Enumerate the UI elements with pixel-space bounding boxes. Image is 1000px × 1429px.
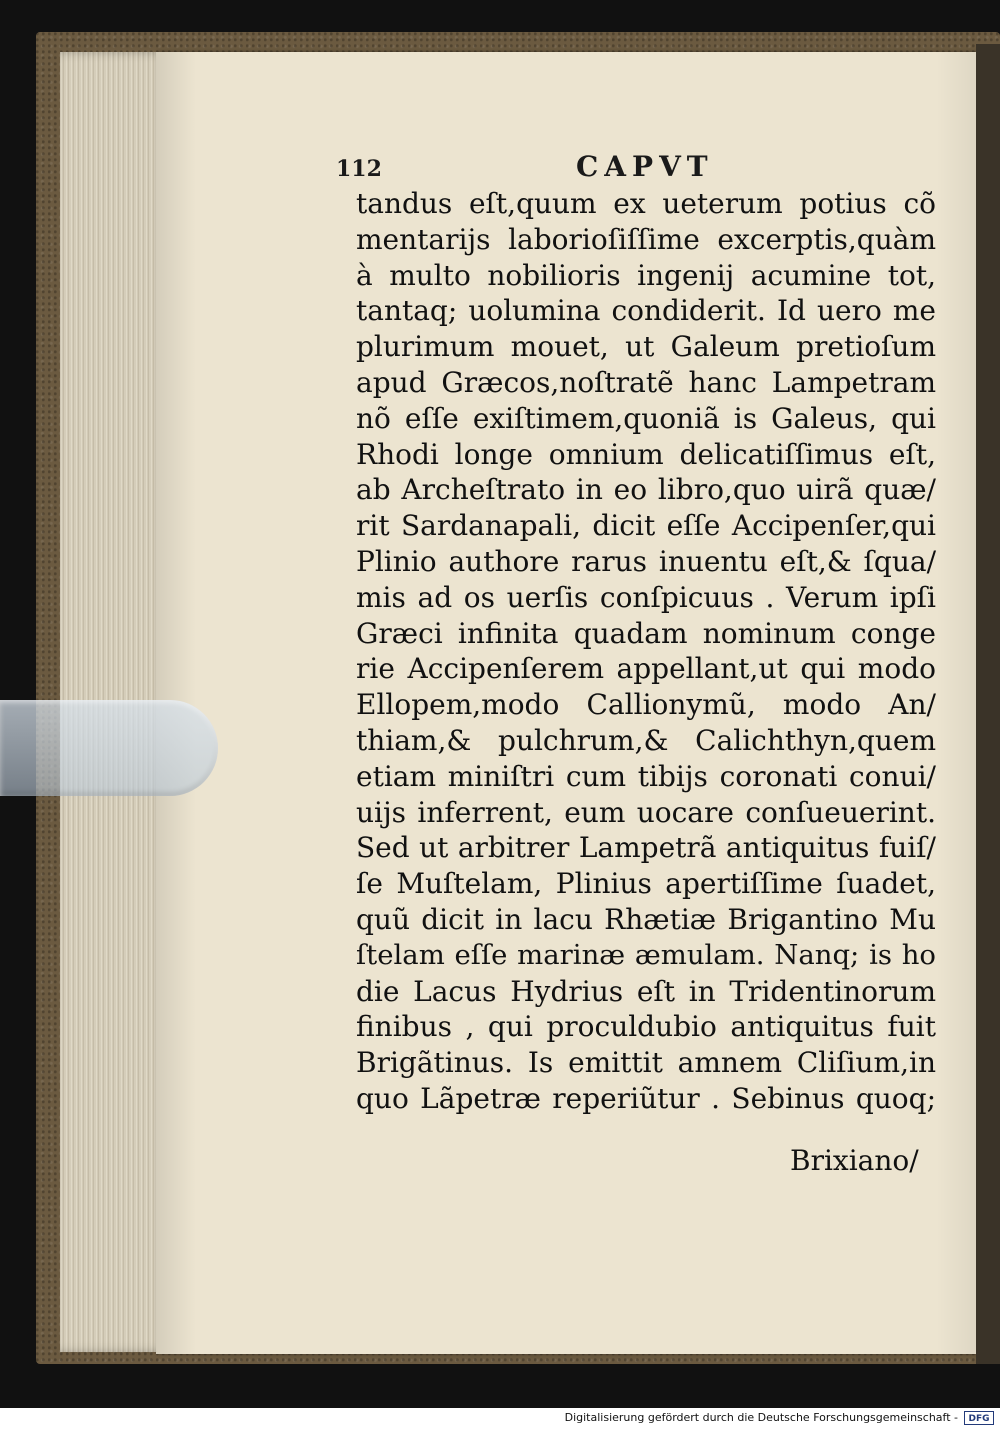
- book-binding-edge: [976, 44, 1000, 1364]
- text-line: mis ad os uerſis conſpicuus . Verum ipſi: [356, 580, 936, 614]
- text-line: ſtelam eſſe marinæ æmulam. Nanq; is ho: [356, 938, 936, 971]
- text-line: Brigãtinus. Is emittit amnem Cliſium,in: [356, 1046, 936, 1080]
- body-text: [356, 186, 936, 1117]
- text-line: die Lacus Hydrius eſt in Tridentinorum: [356, 974, 936, 1008]
- digitization-credit: Digitalisierung gefördert durch die Deutsche Forschungsgemeinschaft -: [564, 1411, 958, 1424]
- footer-strip: [0, 1408, 1000, 1429]
- text-line: plurimum mouet, ut Galeum pretioſum: [356, 330, 936, 364]
- text-line: rie Accipenſerem appellant,ut qui modo: [356, 652, 936, 686]
- text-line: nõ eſſe exiſtimem,quoniã is Galeus, qui: [356, 401, 936, 435]
- text-line: quũ dicit in lacu Rhætiæ Brigantino Mu: [356, 902, 936, 936]
- text-line: rit Sardanapali, dicit eſſe Accipenſer,qui: [356, 509, 936, 543]
- text-line: Græci infinita quadam nominum conge: [356, 616, 936, 650]
- text-line: apud Græcos,noſtratẽ hanc Lampetram: [356, 365, 936, 399]
- text-line: Sed ut arbitrer Lampetrã antiquitus fuiſ/: [356, 831, 936, 865]
- catchword: Brixiano/: [790, 1144, 919, 1177]
- page-clip: [0, 700, 218, 796]
- text-line: tantaq; uolumina condiderit. Id uero me: [356, 294, 936, 328]
- text-line: à multo nobilioris ingenij acumine tot,: [356, 258, 936, 292]
- text-line: etiam miniſtri cum tibijs coronati conui/: [356, 759, 936, 793]
- text-line: uijs inferrent, eum uocare conſueuerint.: [356, 795, 936, 829]
- page-number: 112: [336, 156, 382, 182]
- text-line: tandus eſt,quum ex ueterum potius cõ: [356, 187, 936, 220]
- text-line: Ellopem,modo Callionymũ, modo An/: [356, 688, 936, 722]
- running-title: CAPVT: [576, 150, 714, 183]
- text-line: thiam,& pulchrum,& Calichthyn,quem: [356, 723, 936, 757]
- text-line: quo Lãpetræ reperiũtur . Sebinus quoq;: [356, 1081, 936, 1115]
- dfg-logo: DFG: [964, 1411, 994, 1425]
- text-line: Plinio authore rarus inuentu eſt,& ſqua/: [356, 544, 936, 578]
- text-line: ſe Muſtelam, Plinius apertiſſime ſuadet,: [356, 867, 936, 901]
- text-line: mentarijs laborioſiſſime excerptis,quàm: [356, 222, 936, 256]
- text-line: finibus , qui proculdubio antiquitus fuit: [356, 1010, 936, 1044]
- text-line: Rhodi longe omnium delicatiſſimus eſt,: [356, 437, 936, 471]
- text-line: ab Archeſtrato in eo libro,quo uirã quæ/: [356, 473, 936, 507]
- running-head: [336, 150, 936, 190]
